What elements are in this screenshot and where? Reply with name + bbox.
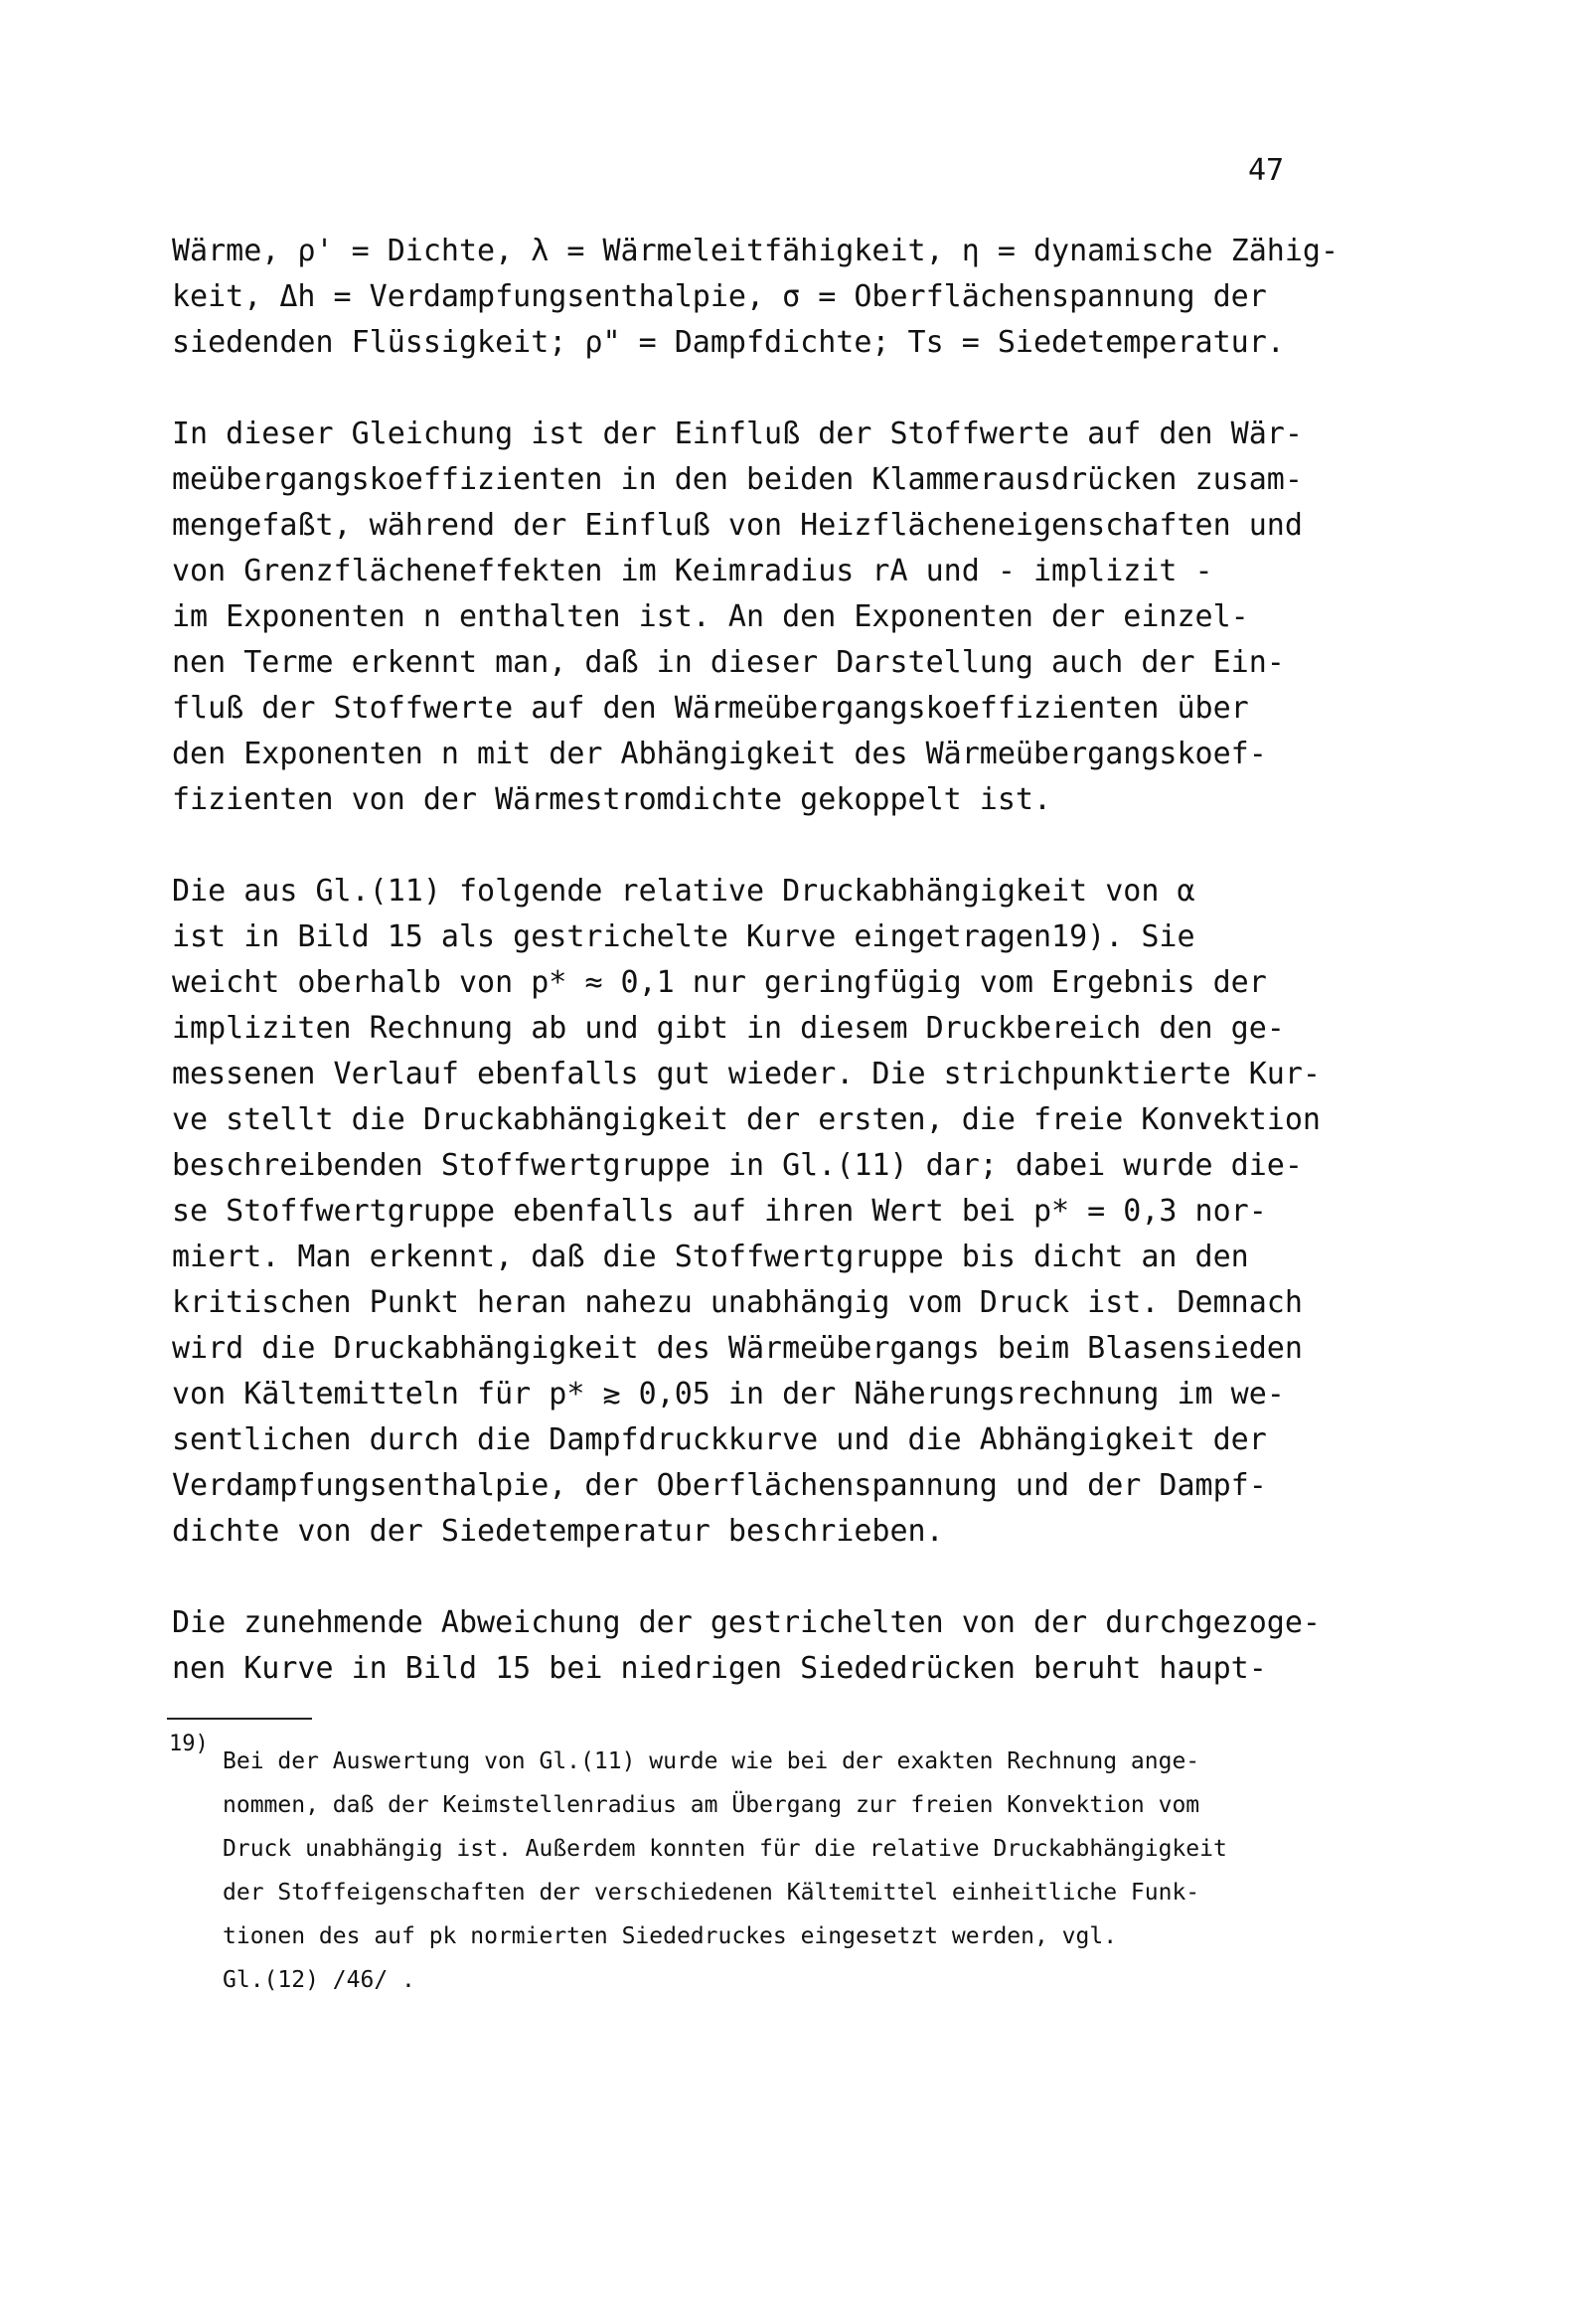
- footnote-line: Bei der Auswertung von Gl.(11) wurde wie bei der exakten Rechnung ange-: [223, 1748, 1200, 1774]
- text-line: nen Kurve in Bild 15 bei niedrigen Siededrücken beruht haupt-: [172, 1651, 1267, 1686]
- text-line: dichte von der Siedetemperatur beschrieben.: [172, 1514, 944, 1549]
- text-line: nen Terme erkennt man, daß in dieser Darstellung auch der Ein-: [172, 645, 1285, 680]
- text-line: ve stellt die Druckabhängigkeit der ersten, die freie Konvektion: [172, 1102, 1321, 1137]
- footnote-rule: [167, 1718, 312, 1720]
- text-line: wird die Druckabhängigkeit des Wärmeübergangs beim Blasensieden: [172, 1331, 1303, 1366]
- footnote-line: Gl.(12) /46/ .: [223, 1967, 415, 1993]
- text-line: mengefaßt, während der Einfluß von Heizflächeneigenschaften und: [172, 508, 1303, 543]
- text-line: von Kältemitteln für p* ≳ 0,05 in der Näherungsrechnung im we-: [172, 1377, 1285, 1411]
- text-line: siedenden Flüssigkeit; ρ" = Dampfdichte; Ts = Siedetemperatur.: [172, 325, 1285, 360]
- page-number: 47: [1248, 153, 1285, 188]
- text-line: keit, Δh = Verdampfungsenthalpie, σ = Oberflächenspannung der: [172, 279, 1267, 314]
- text-line: beschreibenden Stoffwertgruppe in Gl.(11) dar; dabei wurde die-: [172, 1148, 1303, 1183]
- text-line: In dieser Gleichung ist der Einfluß der Stoffwerte auf den Wär-: [172, 416, 1303, 451]
- text-line: von Grenzflächeneffekten im Keimradius rA und - implizit -: [172, 554, 1213, 588]
- text-line: Verdampfungsenthalpie, der Oberflächenspannung und der Dampf-: [172, 1468, 1267, 1503]
- text-line: fizienten von der Wärmestromdichte gekoppelt ist.: [172, 782, 1052, 817]
- text-line: im Exponenten n enthalten ist. An den Exponenten der einzel-: [172, 599, 1249, 634]
- text-line: sentlichen durch die Dampfdruckkurve und die Abhängigkeit der: [172, 1422, 1267, 1457]
- text-line: meübergangskoeffizienten in den beiden Klammerausdrücken zusam-: [172, 462, 1303, 497]
- text-line: ist in Bild 15 als gestrichelte Kurve eingetragen19). Sie: [172, 919, 1195, 954]
- text-line: Wärme, ρ' = Dichte, λ = Wärmeleitfähigkeit, η = dynamische Zähig-: [172, 234, 1339, 268]
- text-line: kritischen Punkt heran nahezu unabhängig vom Druck ist. Demnach: [172, 1285, 1303, 1320]
- footnote-line: Druck unabhängig ist. Außerdem konnten für die relative Druckabhängigkeit: [223, 1836, 1227, 1862]
- text-line: den Exponenten n mit der Abhängigkeit des Wärmeübergangskoef-: [172, 737, 1267, 771]
- footnote-line: nommen, daß der Keimstellenradius am Übergang zur freien Konvektion vom: [223, 1792, 1200, 1818]
- footnote-line: tionen des auf pk normierten Siededruckes eingesetzt werden, vgl.: [223, 1923, 1118, 1949]
- text-line: fluß der Stoffwerte auf den Wärmeübergangskoeffizienten über: [172, 691, 1249, 726]
- text-line: Die zunehmende Abweichung der gestrichelten von der durchgezoge-: [172, 1605, 1321, 1640]
- text-line: Die aus Gl.(11) folgende relative Druckabhängigkeit von α: [172, 874, 1195, 909]
- text-line: se Stoffwertgruppe ebenfalls auf ihren Wert bei p* = 0,3 nor-: [172, 1194, 1267, 1229]
- text-line: impliziten Rechnung ab und gibt in diesem Druckbereich den ge-: [172, 1011, 1285, 1046]
- text-line: messenen Verlauf ebenfalls gut wieder. Die strichpunktierte Kur-: [172, 1057, 1321, 1091]
- text-line: weicht oberhalb von p* ≈ 0,1 nur geringfügig vom Ergebnis der: [172, 965, 1267, 1000]
- footnote-marker: 19): [169, 1732, 209, 1756]
- text-line: miert. Man erkennt, daß die Stoffwertgruppe bis dicht an den: [172, 1240, 1249, 1274]
- footnote-line: der Stoffeigenschaften der verschiedenen Kältemittel einheitliche Funk-: [223, 1880, 1200, 1906]
